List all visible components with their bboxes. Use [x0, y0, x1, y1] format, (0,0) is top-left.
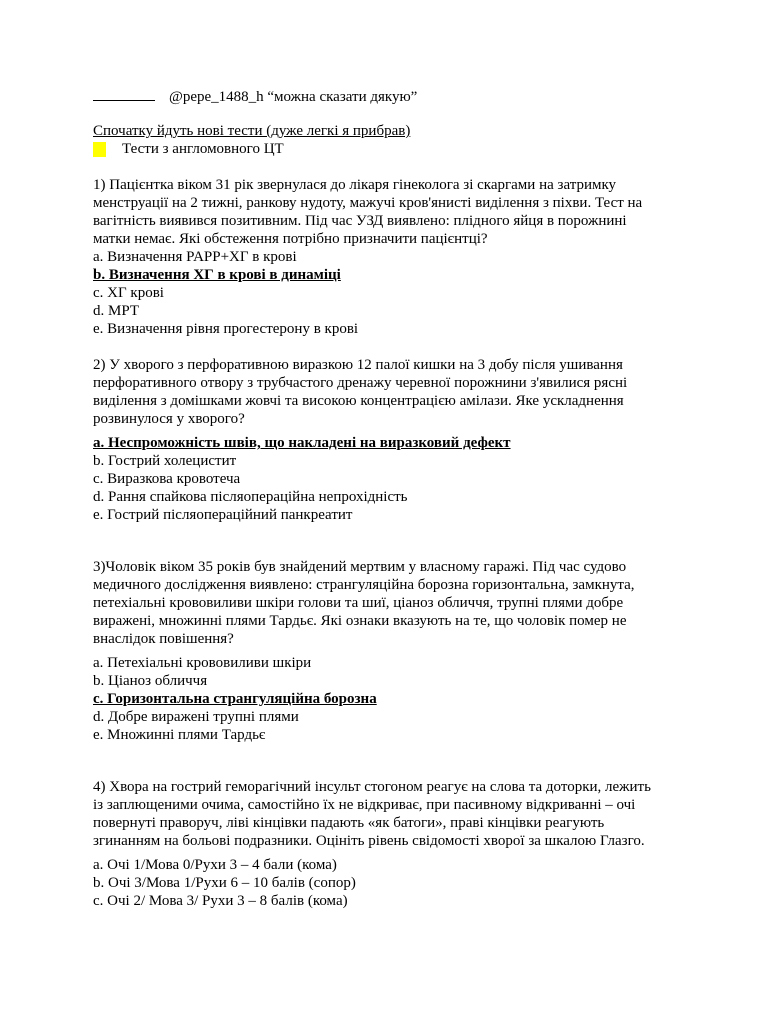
- option-e: e. Гострий післяопераційний панкреатит: [93, 507, 353, 523]
- legend-row: [93, 140, 693, 158]
- option-a: a. Визначення PAPP+ХГ в крові: [93, 249, 297, 265]
- option-b: b. Очі 3/Мова 1/Рухи 6 – 10 балів (сопор): [93, 875, 356, 891]
- option-e: e. Множинні плями Тардьє: [93, 727, 266, 743]
- option-b: b. Ціаноз обличчя: [93, 673, 208, 689]
- question-text: [93, 558, 693, 648]
- question-line: 1) Пацієнтка віком 31 рік звернулася до лікаря гінеколога зі скаргами на затримку: [93, 177, 617, 193]
- option-d: d. МРТ: [93, 303, 140, 319]
- option-c-correct: c. Горизонтальна странгуляційна борозна: [93, 691, 377, 707]
- intro-text: Спочатку йдуть нові тести (дуже легкі я прибрав): [93, 123, 411, 139]
- question-3: [93, 558, 693, 744]
- question-line: матки немає. Які обстеження потрібно призначити пацієнтці?: [93, 231, 488, 247]
- option-a: a. Очі 1/Мова 0/Рухи 3 – 4 бали (кома): [93, 857, 337, 873]
- question-text: [93, 778, 693, 850]
- highlight-swatch: [93, 142, 106, 157]
- question-line: перфоративного отвору з трубчастого дренажу черевної порожнини з'явилися рясні: [93, 375, 628, 391]
- question-4: [93, 778, 693, 910]
- question-line: вагітність виявився позитивним. Під час УЗД виявлено: плідного яйця в порожнині: [93, 213, 627, 229]
- legend-label: Тести з англомовного ЦТ: [122, 141, 284, 157]
- credit-text: @pepe_1488_h “можна сказати дякую”: [169, 89, 418, 105]
- question-line: 4) Хвора на гострий геморагічний інсульт стогоном реагує на слова та доторки, лежить: [93, 779, 651, 795]
- option-e: e. Визначення рівня прогестерону в крові: [93, 321, 359, 337]
- question-line: петехіальні крововиливи шкіри голови та шиї, ціаноз обличчя, трупні плями добре: [93, 595, 624, 611]
- document-page: [93, 86, 693, 910]
- question-line: медичного дослідження виявлено: странгуляційна борозна горизонтальна, замкнута,: [93, 577, 635, 593]
- question-1: [93, 176, 693, 338]
- question-line: виділення з домішками жовчі та високою концентрацією амілази. Яке ускладнення: [93, 393, 624, 409]
- header-line: [93, 86, 693, 106]
- question-text: [93, 356, 693, 428]
- option-c: c. ХГ крові: [93, 285, 164, 301]
- option-d: d. Добре виражені трупні плями: [93, 709, 299, 725]
- option-b: b. Гострий холецистит: [93, 453, 237, 469]
- question-line: 3)Чоловік віком 35 років був знайдений мертвим у власному гаражі. Під час судово: [93, 559, 627, 575]
- question-line: розвинулося у хворого?: [93, 411, 245, 427]
- option-d: d. Рання спайкова післяопераційна непрохідність: [93, 489, 408, 505]
- option-b-correct: b. Визначення ХГ в крові в динаміці: [93, 267, 341, 283]
- question-line: згинанням на больові подразники. Оцініть рівень свідомості хворої за шкалою Глазго.: [93, 833, 645, 849]
- option-a-correct: a. Неспроможність швів, що накладені на виразковий дефект: [93, 435, 511, 451]
- question-line: внаслідок повішення?: [93, 631, 234, 647]
- option-c: c. Виразкова кровотеча: [93, 471, 241, 487]
- option-a: a. Петехіальні крововиливи шкіри: [93, 655, 312, 671]
- question-line: 2) У хворого з перфоративною виразкою 12 палої кишки на 3 добу після ушивання: [93, 357, 623, 373]
- option-c: c. Очі 2/ Мова 3/ Рухи 3 – 8 балів (кома): [93, 893, 348, 909]
- question-line: менструації на 2 тижні, ранкову нудоту, мажучі кров'янисті виділення з піхви. Тест на: [93, 195, 643, 211]
- question-2: [93, 356, 693, 524]
- question-line: повернуті праворуч, ліві кінцівки падають «як батоги», праві кінцівки реагують: [93, 815, 605, 831]
- blank-underline: [93, 86, 155, 101]
- question-text: [93, 176, 693, 248]
- question-line: із заплющеними очима, самостійно їх не відкриває, при пасивному відкриванні – очі: [93, 797, 636, 813]
- question-line: виражені, множинні плями Тардьє. Які ознаки вказують на те, що чоловік помер не: [93, 613, 627, 629]
